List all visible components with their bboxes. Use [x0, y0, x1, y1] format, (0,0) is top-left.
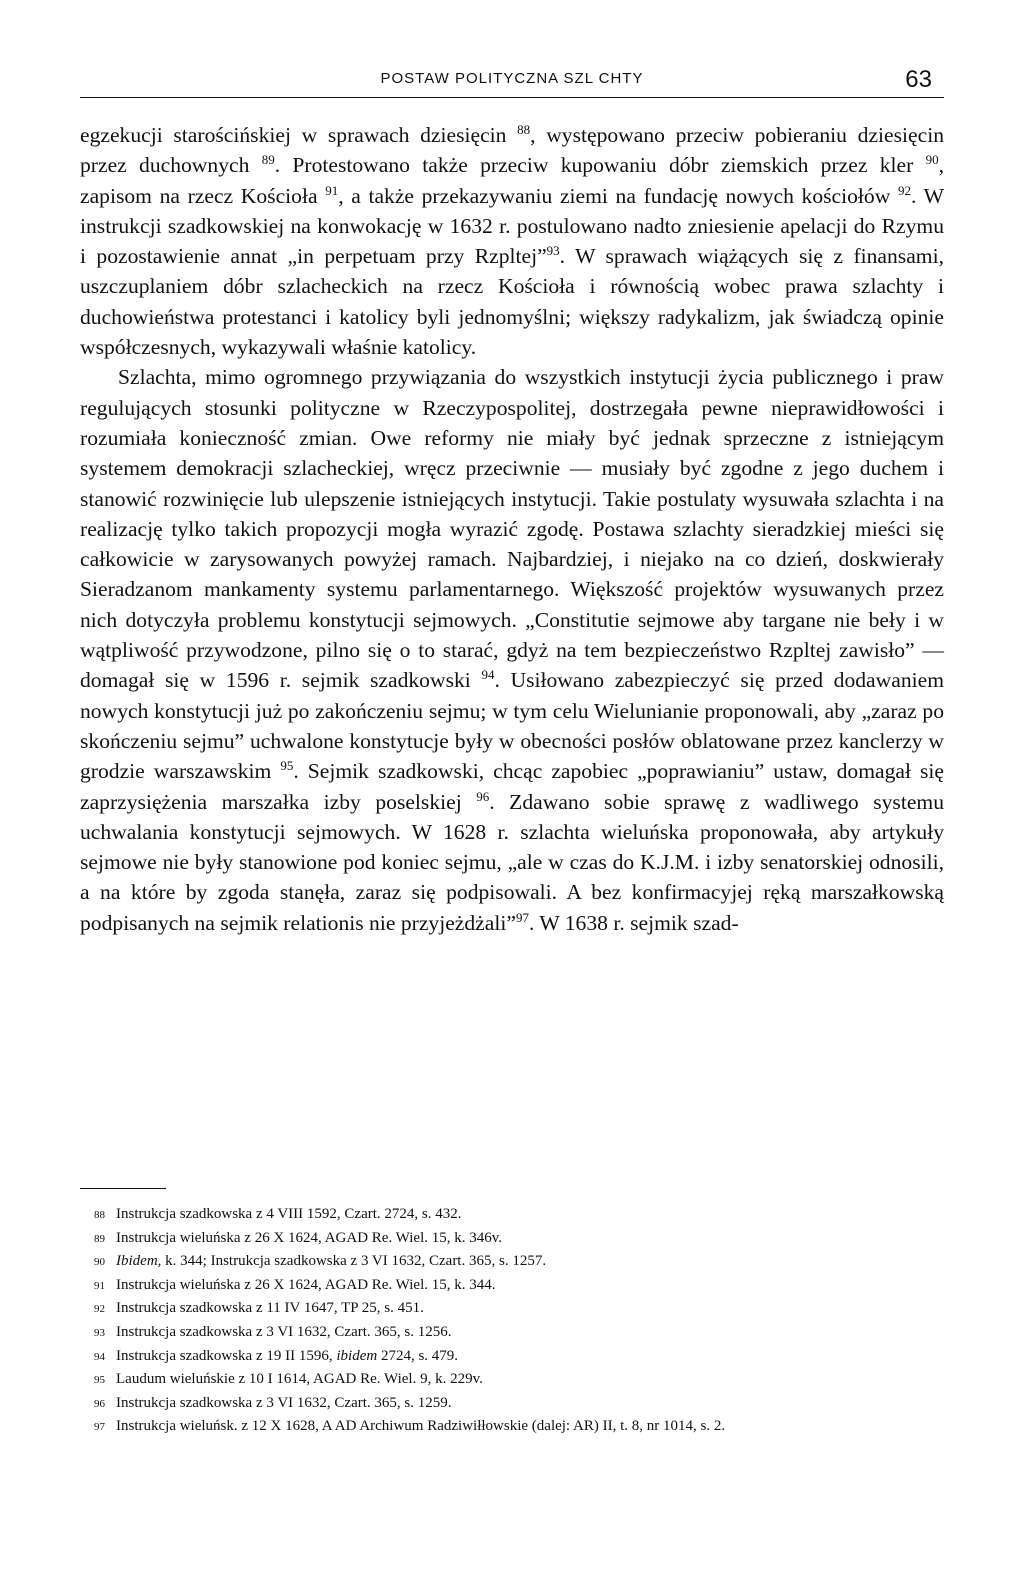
- paragraph: [80, 362, 944, 938]
- footnote: [80, 1227, 944, 1251]
- footnote-reference: 97: [515, 909, 529, 925]
- paragraph: [80, 120, 944, 362]
- footnote: [80, 1415, 944, 1439]
- page-number: 63: [905, 66, 932, 93]
- text-run: Instrukcja szadkowska z 4 VIII 1592, Czart. 2724, s. 432.: [116, 1206, 462, 1222]
- footnote-number: 90: [94, 1256, 105, 1269]
- text-run: Szlachta, mimo ogromnego przywiązania do wszystkich instytucji życia publicznego i praw regulujących stosunki polityczne w Rzeczypospolitej, dostrzegała pewne nieprawidłowości i rozumiała konieczność zmian. Owe reformy nie miały być jednak sprzeczne z istniejącym systemem demokracji szlacheckiej, wręcz przeciwnie — musiały być zgodne z jego duchem i stanowić rozwinięcie lub ulepszenie istniejących instytucji. Takie postulaty wysuwała szlachta i na realizację tylko takich propozycji mogła wyrazić zgodę. Postawa szlachty sieradzkiej mieści się całkowicie w zarysowanych powyżej ramach. Najbardziej, i niejako na co dzień, doskwierały Sieradzanom mankamenty systemu parlamentarnego. Większość projektów wysuwanych przez nich dotyczyła problemu konstytucji sejmowych. „Constitutie sejmowe aby targane nie beły i w wątpliwość przywodzone, pilno się o to starać, gdyż na tem bezpieczeństwo Rzpltej zawisło” — domagał się w 1596 r. sejmik szadkowski: [80, 365, 944, 693]
- text-run: egzekucji starościńskiej w sprawach dziesięcin: [80, 123, 518, 147]
- text-run: . W sprawach wiążących się z finansami, uszczuplaniem dóbr szlacheckich na rzecz Kościoła i równością wobec prawa szlachty i duchowieństwa protestanci i katolicy byli jednomyślni; większy radykalizm, jak świadczą opinie współczesnych, wykazywali właśnie katolicy.: [80, 244, 944, 360]
- footnote: [80, 1203, 944, 1227]
- footnote: [80, 1297, 944, 1321]
- text-run: Instrukcja wieluńska z 26 X 1624, AGAD Re. Wiel. 15, k. 346v.: [116, 1229, 503, 1246]
- footnote-number: 93: [94, 1326, 105, 1339]
- footnotes: [80, 1203, 944, 1439]
- footnote-number: 97: [94, 1421, 105, 1434]
- footnote-number: 91: [94, 1279, 105, 1292]
- footnote-number: 96: [94, 1397, 105, 1410]
- footnote-reference: 93: [546, 243, 560, 258]
- header-rule: [80, 97, 944, 98]
- running-title: POSTAW POLITYCZNA SZL CHTY: [380, 70, 644, 87]
- footnote-number: 95: [94, 1374, 105, 1387]
- footnote-reference: 94: [481, 667, 495, 683]
- text-run: . Usiłowano zabezpieczyć się przed dodawaniem nowych konstytucji już po zakończeniu sejmu; w tym celu Wielunianie proponowali, aby „zaraz po skończeniu sejmu” uchwalone konstytucje były w obecności posłów oblatowane przez kanclerzy w grodzie warszawskim: [80, 668, 944, 784]
- text-run: , występowano przeciw pobieraniu dziesięcin przez duchownych: [80, 123, 944, 178]
- text-run: , a także przekazywaniu ziemi na fundację nowych kościołów: [338, 183, 898, 208]
- text-run: , zapisom na rzecz Kościoła: [80, 153, 944, 208]
- footnote-reference: 89: [261, 152, 275, 168]
- text-run: Laudum wieluńskie z 10 I 1614, AGAD Re. Wiel. 9, k. 229v.: [116, 1371, 483, 1388]
- text-run: Instrukcja szadkowska z 11 IV 1647, TP 25, s. 451.: [116, 1300, 424, 1317]
- footnote-separator: [80, 1188, 166, 1189]
- text-run: , k. 344; Instrukcja szadkowska z 3 VI 1632, Czart. 365, s. 1257.: [157, 1253, 547, 1270]
- footnote-number: 92: [94, 1303, 105, 1316]
- italic-text: Ibidem: [116, 1253, 158, 1270]
- text-run: . Protestowano także przeciw kupowaniu dóbr ziemskich przez kler: [274, 153, 926, 178]
- footnote-reference: 92: [897, 182, 911, 198]
- text-run: Instrukcja szadkowska z 19 II 1596,: [116, 1347, 337, 1364]
- footnote: [80, 1345, 944, 1369]
- text-run: Instrukcja wieluńska z 26 X 1624, AGAD Re. Wiel. 15, k. 344.: [116, 1276, 496, 1293]
- body-text: [80, 120, 944, 938]
- italic-text: ibidem: [336, 1347, 378, 1364]
- footnote-number: 89: [94, 1232, 105, 1245]
- footnote: [80, 1321, 944, 1345]
- footnote-number: 88: [94, 1209, 105, 1221]
- running-header: [80, 66, 944, 96]
- footnote: [80, 1392, 944, 1416]
- footnote-reference: 95: [280, 758, 294, 774]
- footnote: [80, 1274, 944, 1298]
- footnote-reference: 88: [517, 121, 531, 137]
- text-run: . Zdawano sobie sprawę z wadliwego systemu uchwalania konstytucji sejmowych. W 1628 r. szlachta wieluńska proponowała, aby artykuły sejmowe nie były stanowione pod koniec sejmu, „ale w czas do K.J.M. i izby senatorskiej odnosili, a na które by zgoda stanęła, zaraz się podpisowali. A bez konfirmacyjej ręką marszałkowską podpisanych na sejmik relationis nie przyjeżdżali”: [80, 789, 944, 935]
- footnote: [80, 1250, 944, 1274]
- text-run: . W 1638 r. sejmik szad-: [528, 910, 739, 935]
- footnote-reference: 91: [325, 182, 339, 198]
- footnote: [80, 1368, 944, 1392]
- footnote-number: 94: [94, 1350, 105, 1363]
- text-run: . Sejmik szadkowski, chcąc zapobiec „poprawianiu” ustaw, domagał się zaprzysiężenia marszałka izby poselskiej: [80, 759, 944, 814]
- text-run: Instrukcja szadkowska z 3 VI 1632, Czart. 365, s. 1259.: [116, 1394, 452, 1411]
- text-run: Instrukcja szadkowska z 3 VI 1632, Czart. 365, s. 1256.: [116, 1323, 452, 1340]
- text-run: Instrukcja wieluńsk. z 12 X 1628, A AD Archiwum Radziwiłłowskie (dalej: AR) II, t. 8, nr 1014, s. 2.: [116, 1418, 726, 1435]
- text-run: . W instrukcji szadkowskiej na konwokację w 1632 r. postulowano nadto zniesienie apelacji do Rzymu i pozostawienie annat „in perpetuam przy Rzpltej”: [80, 183, 944, 269]
- footnote-reference: 96: [476, 788, 490, 804]
- footnote-reference: 90: [925, 152, 939, 168]
- text-run: 2724, s. 479.: [377, 1347, 459, 1364]
